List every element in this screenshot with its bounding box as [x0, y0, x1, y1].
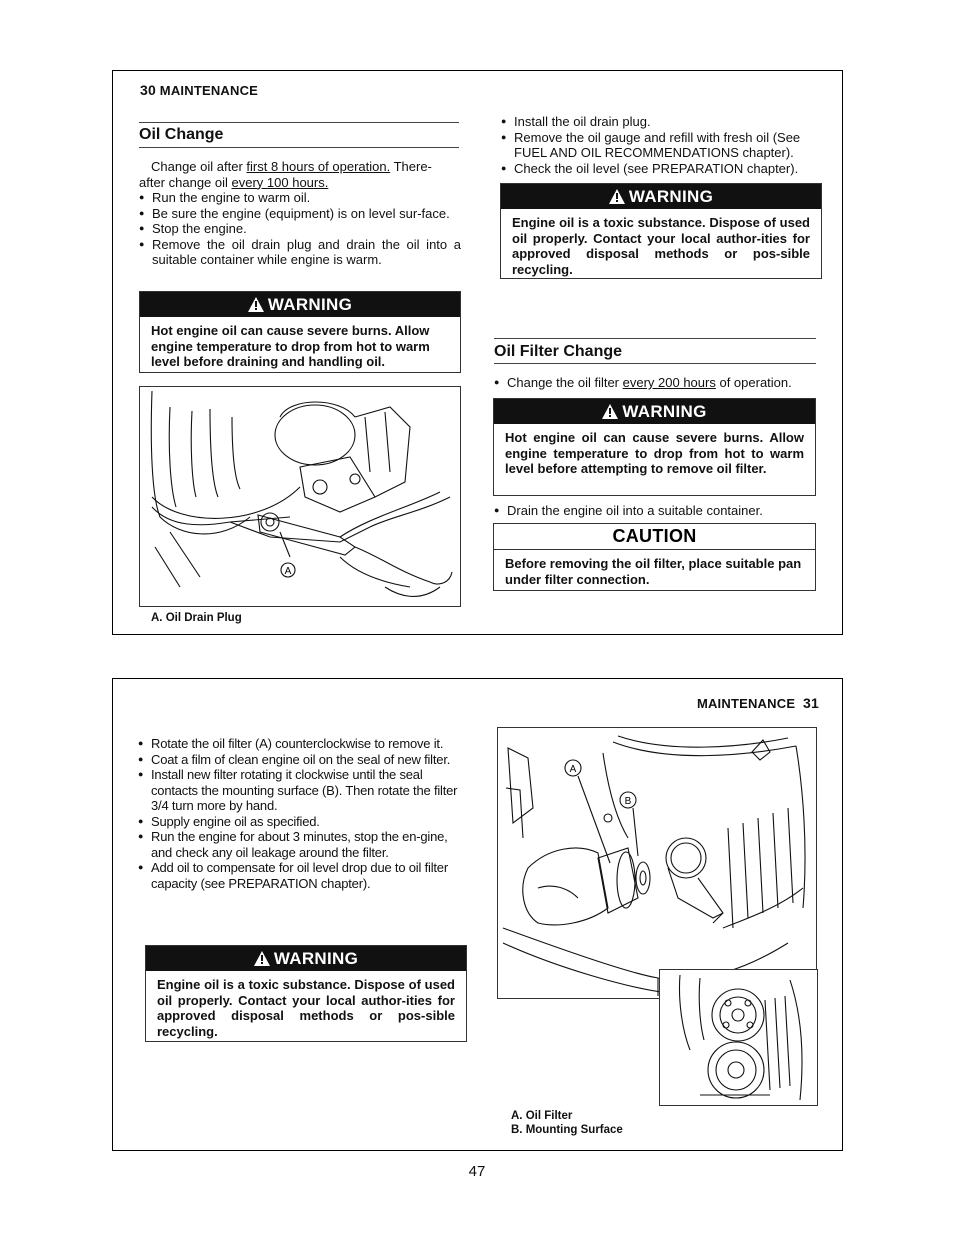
- oil-filter-engine-illustration: [498, 728, 816, 998]
- list-item: ● Add oil to compensate for oil level drop due to oil filter capacity (see PREPARATION chapter).: [138, 860, 461, 891]
- list-item: ● Check the oil level (see PREPARATION chapter).: [501, 161, 823, 177]
- warning-text: Engine oil is a toxic substance. Dispose of used oil properly. Contact your local author-ities for approved disposal methods or pos-sible recycling.: [157, 977, 455, 1039]
- warning-triangle-icon: [602, 404, 618, 419]
- drain-bullets: [494, 503, 824, 519]
- figure-oil-drain-plug: [139, 386, 461, 607]
- oil-change-continued: [501, 114, 823, 176]
- oil-change-steps-right: [501, 114, 823, 176]
- list-item: ● Change the oil filter every 200 hours of operation.: [494, 375, 824, 391]
- figure-oil-filter: [497, 727, 817, 999]
- list-item: ● Supply engine oil as specified.: [138, 814, 461, 830]
- section-title-oil-filter-change: Oil Filter Change: [494, 343, 623, 360]
- figure-caption-b: B. Mounting Surface: [511, 1124, 623, 1136]
- oil-change-text: [139, 159, 461, 268]
- warning-box-hot-oil-filter: [493, 398, 816, 496]
- list-item: ● Remove the oil gauge and refill with fresh oil (See FUEL AND OIL RECOMMENDATIONS chapter).: [501, 130, 823, 161]
- list-item: ● Be sure the engine (equipment) is on level sur-face.: [139, 206, 461, 222]
- warning-header: WARNING: [494, 399, 815, 424]
- warning-triangle-icon: [254, 951, 270, 966]
- page-header-label: MAINTENANCE: [696, 696, 796, 711]
- list-item: ● Install new filter rotating it clockwise until the seal contacts the mounting surface (B). Then rotate the filter 3/4 turn more by hand.: [138, 767, 461, 814]
- warning-header: WARNING: [140, 292, 460, 317]
- page-header-label: MAINTENANCE: [159, 83, 259, 98]
- manual-page-31: [112, 678, 843, 1151]
- oil-filter-steps: [138, 736, 461, 891]
- section-rule-top: [494, 338, 816, 339]
- page-header-30: [140, 82, 258, 98]
- warning-text: Hot engine oil can cause severe burns. Allow engine temperature to drop from hot to warm level before attempting to remove oil filter.: [505, 430, 804, 476]
- page-number: 47: [468, 1163, 486, 1180]
- oil-change-steps: [139, 190, 461, 268]
- manual-page-30: [112, 70, 843, 635]
- warning-triangle-icon: [248, 297, 264, 312]
- page-header-number: 30: [140, 82, 156, 98]
- list-item: ● Drain the engine oil into a suitable container.: [494, 503, 824, 519]
- oil-filter-steps-text: [138, 736, 461, 891]
- page-header-31: [697, 695, 819, 711]
- list-item: ● Stop the engine.: [139, 221, 461, 237]
- warning-box-hot-oil: [139, 291, 461, 373]
- section-title-oil-change: Oil Change: [139, 126, 224, 143]
- warning-text: Hot engine oil can cause severe burns. Allow engine temperature to drop from hot to warm level before draining and handling oil.: [151, 323, 430, 369]
- oil-filter-bullets: [494, 375, 824, 391]
- warning-header: WARNING: [146, 946, 466, 971]
- filter-closeup-illustration: [660, 970, 817, 1105]
- figure-callout-a: A: [284, 566, 292, 577]
- warning-header: WARNING: [501, 184, 821, 209]
- figure-caption-a: A. Oil Filter: [511, 1110, 573, 1122]
- list-item: ● Remove the oil drain plug and drain the oil into a suitable container while engine is warm.: [139, 237, 461, 268]
- caution-text: Before removing the oil filter, place suitable pan under filter connection.: [505, 556, 802, 587]
- figure-callout-b: B: [624, 796, 632, 807]
- caution-box: [493, 523, 816, 591]
- oil-filter-interval: [494, 375, 824, 391]
- figure-oil-filter-inset: [659, 969, 818, 1106]
- list-item: ● Coat a film of clean engine oil on the seal of new filter.: [138, 752, 461, 768]
- caution-header: CAUTION: [494, 524, 815, 550]
- section-rule-top: [139, 122, 459, 123]
- warning-box-toxic-oil: [500, 183, 822, 279]
- page-header-number: 31: [803, 695, 819, 711]
- oil-change-intro-line2: after change oil every 100 hours.: [139, 174, 329, 190]
- list-item: ● Run the engine for about 3 minutes, stop the en-gine, and check any oil leakage around the filter.: [138, 829, 461, 860]
- warning-text: Engine oil is a toxic substance. Dispose of used oil properly. Contact your local author-ities for approved disposal methods or pos-sible recycling.: [512, 215, 810, 277]
- oil-drain-engine-illustration: [140, 387, 460, 606]
- section-rule-bottom: [494, 363, 816, 364]
- list-item: ● Run the engine to warm oil.: [139, 190, 461, 206]
- figure-callout-a: A: [569, 764, 577, 775]
- oil-change-intro-line1: Change oil after first 8 hours of operation. There-: [151, 159, 432, 174]
- section-rule-bottom: [139, 147, 459, 148]
- list-item: ● Rotate the oil filter (A) counterclockwise to remove it.: [138, 736, 461, 752]
- warning-triangle-icon: [609, 189, 625, 204]
- list-item: ● Install the oil drain plug.: [501, 114, 823, 130]
- drain-step: [494, 503, 824, 519]
- figure-caption: A. Oil Drain Plug: [151, 612, 242, 624]
- warning-box-toxic-oil: [145, 945, 467, 1042]
